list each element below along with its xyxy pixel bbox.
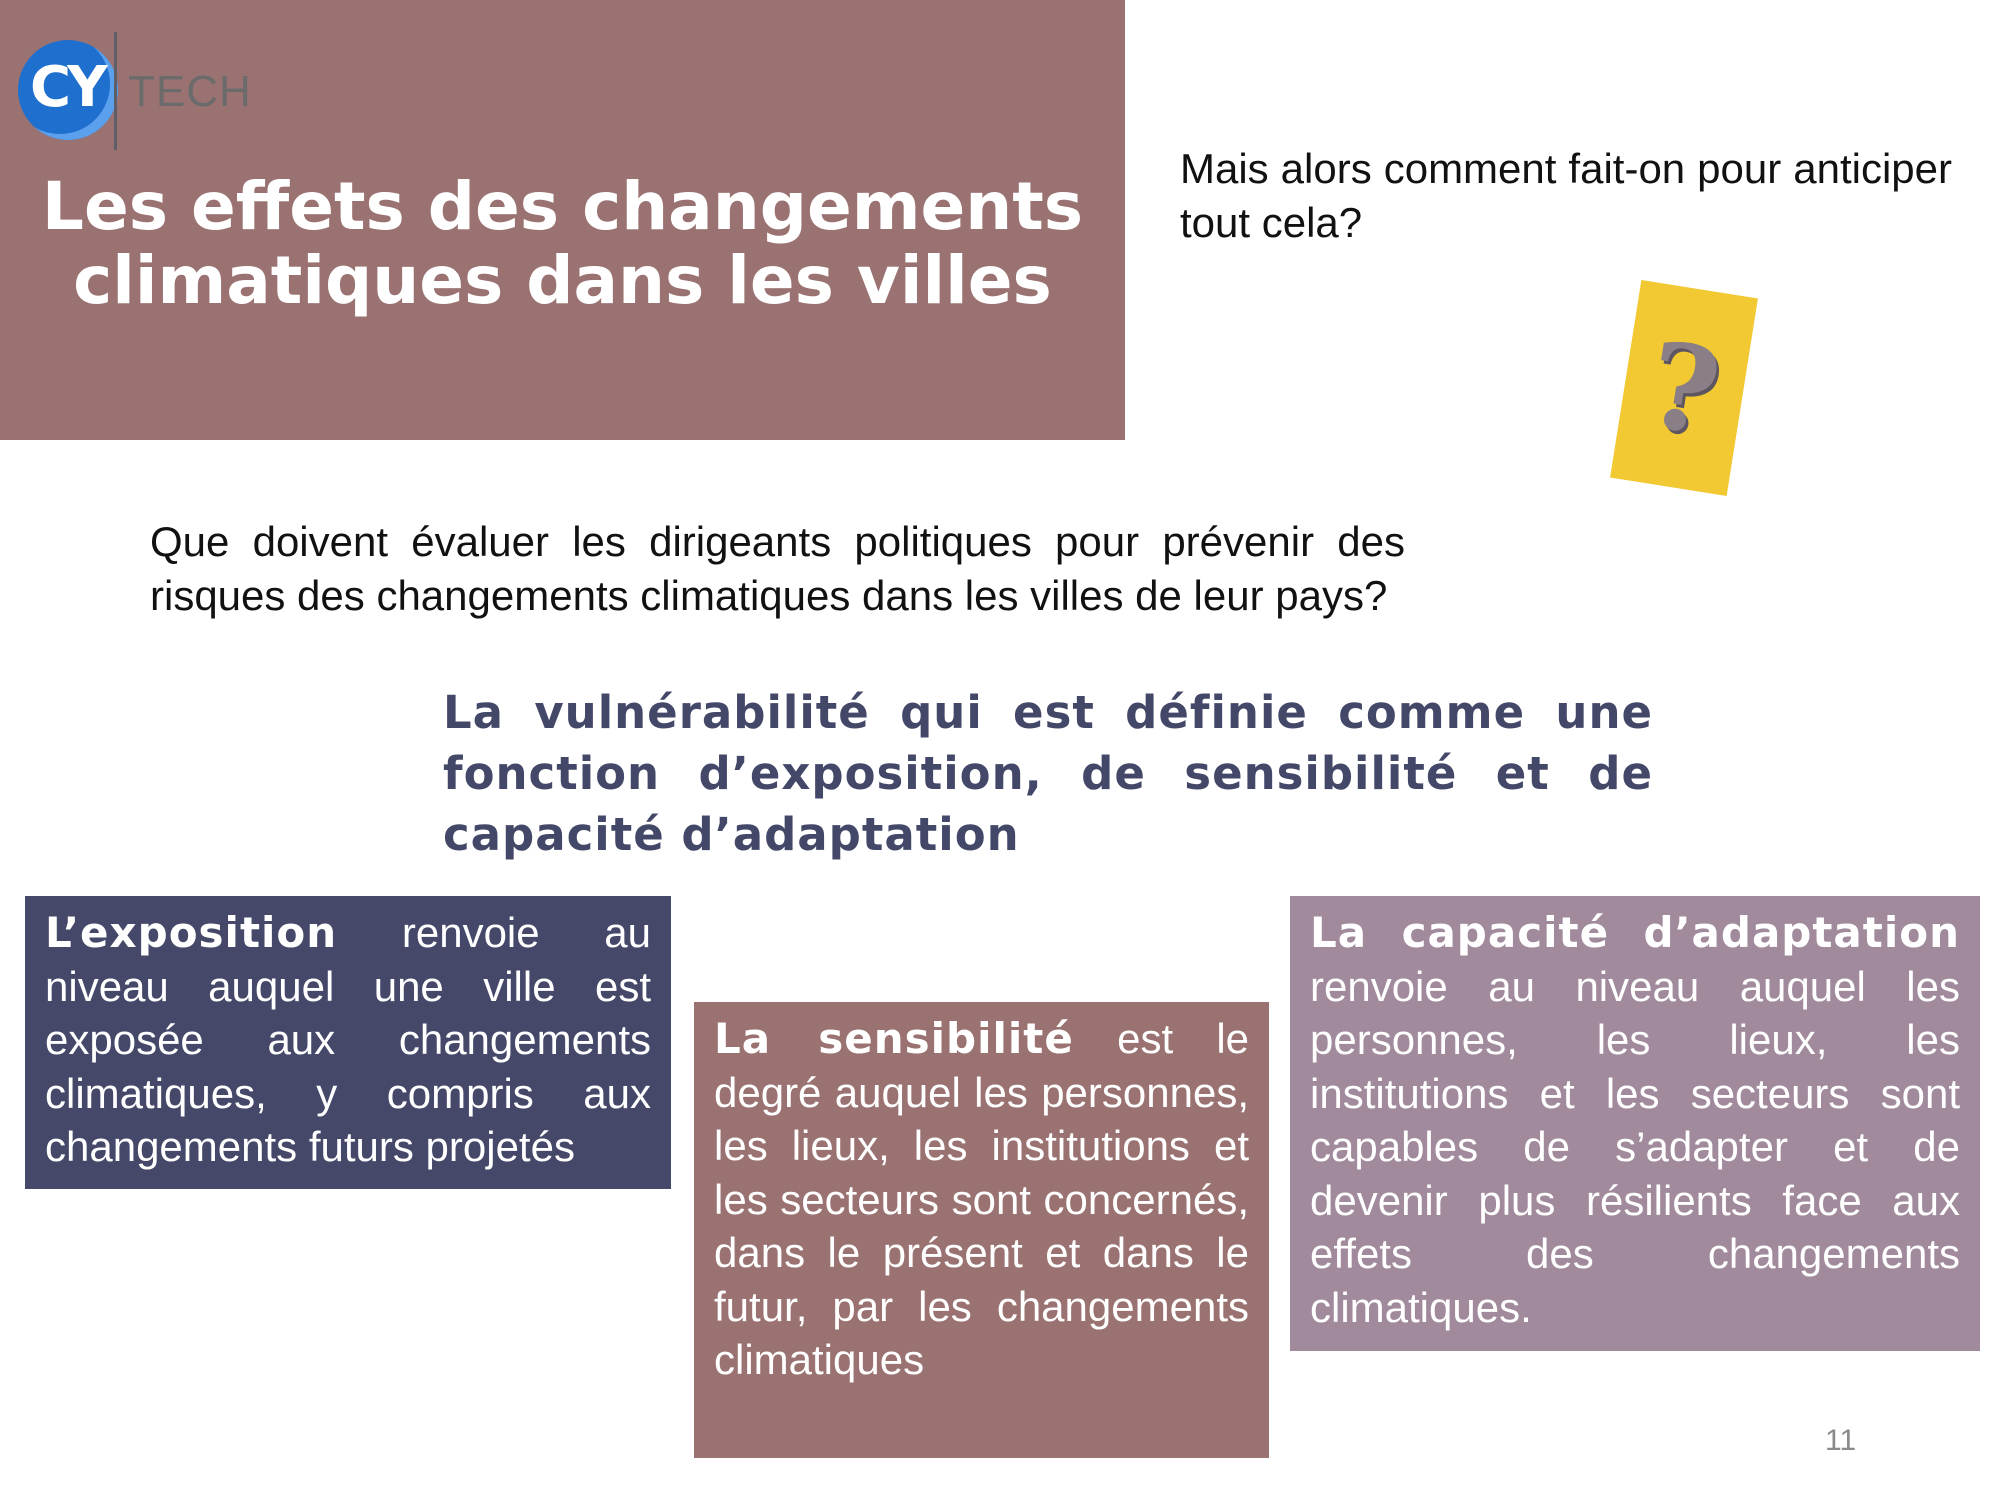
exposure-text: renvoie au niveau auquel une ville est exposée aux changements climatiques, y compris aux changements futurs projetés — [45, 909, 651, 1170]
cy-tech-logo — [18, 28, 258, 158]
sensitivity-text: est le degré auquel les personnes, les lieux, les institutions et les secteurs sont concernés, dans le présent et dans le futur, par les changements climatiques — [714, 1015, 1250, 1383]
vulnerability-definition: La vulnérabilité qui est définie comme une fonction d’exposition, de sensibilité et de capacité d’adaptation — [443, 686, 1653, 861]
adaptive-capacity-term: La capacité d’adaptation — [1310, 908, 1960, 957]
title-banner — [0, 0, 1125, 440]
exposure-paragraph — [45, 906, 651, 1174]
intro-question: Mais alors comment fait-on pour anticiper tout cela? — [1180, 145, 1952, 246]
logo-mark: CY — [30, 55, 104, 120]
sensitivity-paragraph — [714, 1012, 1249, 1387]
exposure-box — [25, 896, 671, 1189]
exposure-term: L’exposition — [45, 908, 338, 957]
adaptive-capacity-text: renvoie au niveau auquel les personnes, les lieux, les institutions et les secteurs sont capables de s’adapter et de devenir plus résilients face aux effets des changements climatiques. — [1310, 962, 1960, 1331]
page-number: 11 — [1825, 1424, 1857, 1457]
question-mark-icon: ? — [1638, 313, 1730, 463]
title-line-2: climatiques dans les villes — [73, 242, 1052, 319]
adaptive-capacity-box — [1290, 896, 1980, 1351]
logo-divider — [114, 32, 117, 150]
sensitivity-term: La sensibilité — [714, 1014, 1074, 1063]
evaluation-question: Que doivent évaluer les dirigeants politiques pour prévenir des risques des changements climatiques dans les villes de leur pays? — [150, 518, 1405, 619]
slide-title — [20, 170, 1105, 318]
adaptive-capacity-paragraph — [1310, 906, 1960, 1334]
question-card — [1610, 280, 1758, 496]
title-line-1: Les effets des changements — [41, 168, 1084, 245]
logo-wordmark: TECH — [128, 67, 252, 116]
sensitivity-box — [694, 1002, 1269, 1458]
